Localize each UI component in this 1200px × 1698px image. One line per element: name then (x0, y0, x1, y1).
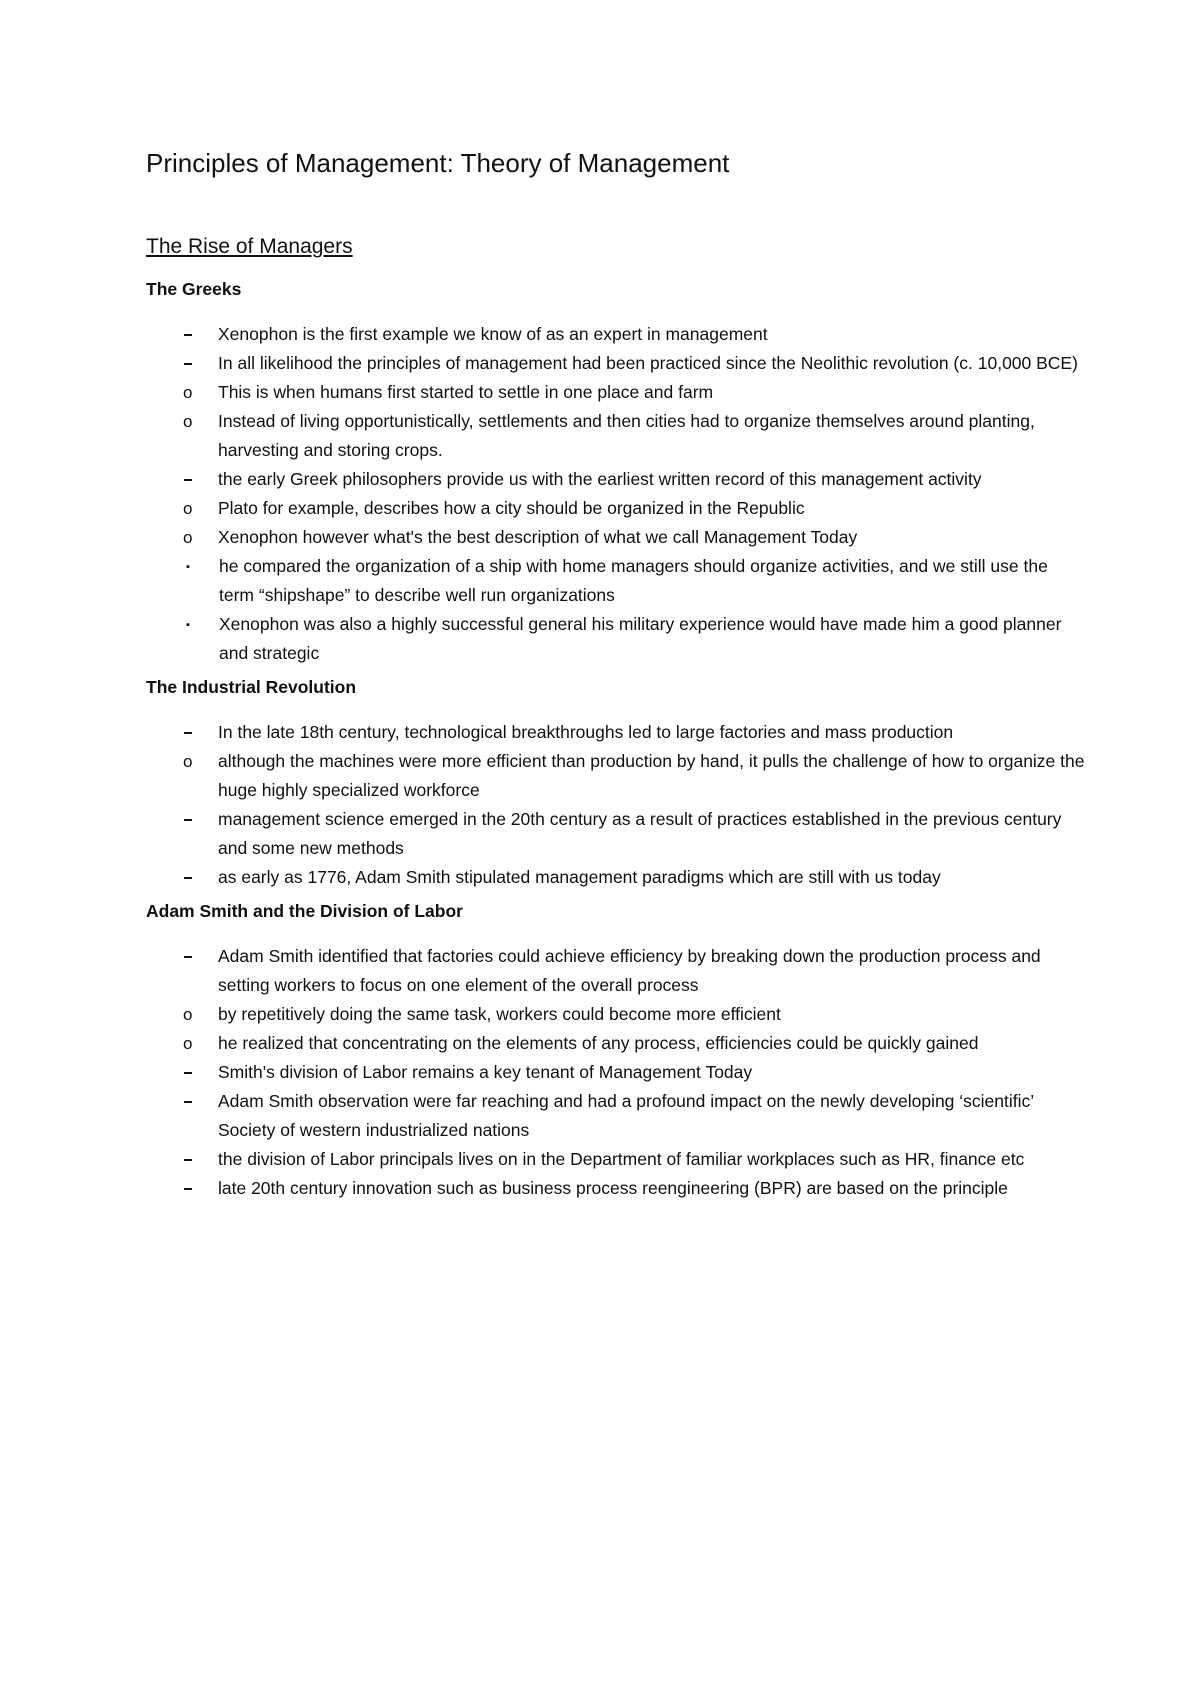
list-item-text: Smith's division of Labor remains a key tenant of Management Today (218, 1062, 753, 1082)
sub-list-wrapper (146, 494, 1086, 668)
dash-mark (184, 1101, 192, 1103)
list-item-text: In all likelihood the principles of management had been practiced since the Neolithic revolution (c. 10,000 BCE) (218, 353, 1078, 373)
list-item (146, 1029, 1086, 1058)
list-item (146, 320, 1086, 349)
section-title: The Rise of Managers (146, 235, 353, 258)
circle-bullet-icon: o (183, 412, 193, 431)
list-item-text: late 20th century innovation such as business process reengineering (BPR) are based on the principle (218, 1178, 1008, 1198)
list-item (146, 718, 1086, 747)
list-item (146, 1000, 1086, 1029)
document-title: Principles of Management: Theory of Management (146, 148, 730, 178)
list-item (146, 1058, 1086, 1087)
dash-mark (184, 732, 192, 734)
dash-mark (184, 877, 192, 879)
list-item-text: as early as 1776, Adam Smith stipulated management paradigms which are still with us today (218, 867, 941, 887)
sub-list-wrapper (146, 378, 1086, 465)
list-item-text: the early Greek philosophers provide us with the earliest written record of this management activity (218, 469, 982, 489)
bullet-list-level-1 (146, 718, 1086, 892)
circle-bullet-icon: o (183, 383, 193, 402)
sub-list-wrapper (146, 1000, 1086, 1058)
bullet-list-level-2 (146, 747, 1086, 805)
list-item (146, 378, 1086, 407)
dash-mark (184, 1188, 192, 1190)
dash-mark (184, 479, 192, 481)
list-item-text: although the machines were more efficient than production by hand, it pulls the challenge of how to organize the huge highly specialized workforce (218, 751, 1085, 800)
list-item (146, 523, 1086, 552)
dash-mark (184, 956, 192, 958)
dash-mark (184, 1159, 192, 1161)
square-bullet-icon: ▪ (186, 561, 190, 573)
dash-mark (184, 1072, 192, 1074)
list-item (146, 465, 1086, 494)
list-item (146, 805, 1086, 863)
list-item (146, 747, 1086, 805)
document-content (146, 146, 1086, 1203)
list-item (146, 610, 1086, 668)
list-item-text: This is when humans first started to settle in one place and farm (218, 382, 714, 402)
circle-bullet-icon: o (183, 1034, 193, 1053)
bullet-list-level-2 (146, 378, 1086, 465)
bullet-list-level-2 (146, 1000, 1086, 1058)
circle-bullet-icon: o (183, 752, 193, 771)
list-item (146, 942, 1086, 1000)
bullet-list-level-3 (146, 552, 1086, 668)
sub-list-wrapper (146, 747, 1086, 805)
list-item (146, 552, 1086, 610)
bullet-list-level-2 (146, 494, 1086, 668)
circle-bullet-icon: o (183, 528, 193, 547)
list-item-text: Plato for example, describes how a city should be organized in the Republic (218, 498, 805, 518)
list-item (146, 863, 1086, 892)
list-item (146, 1174, 1086, 1203)
bullet-list-level-1 (146, 320, 1086, 668)
list-item-text: In the late 18th century, technological breakthroughs led to large factories and mass production (218, 722, 954, 742)
list-item (146, 349, 1086, 378)
dash-mark (184, 819, 192, 821)
dash-mark (184, 334, 192, 336)
list-item-text: the division of Labor principals lives on in the Department of familiar workplaces such as HR, finance etc (218, 1149, 1025, 1169)
sections-container (146, 276, 1086, 1203)
list-item-text: management science emerged in the 20th century as a result of practices established in the previous century and some new methods (218, 809, 1062, 858)
list-item (146, 1087, 1086, 1145)
list-item-text: Xenophon was also a highly successful general his military experience would have made him a good planner and strategic (219, 614, 1062, 663)
dash-mark (184, 363, 192, 365)
list-item-text: Instead of living opportunistically, settlements and then cities had to organize themselves around planting, harvesting and storing crops. (218, 411, 1035, 460)
list-item-text: Xenophon is the first example we know of as an expert in management (218, 324, 768, 344)
sub-heading: The Greeks (146, 279, 242, 299)
sub-list-wrapper (146, 552, 1086, 668)
list-item-text: Xenophon however what's the best description of what we call Management Today (218, 527, 858, 547)
list-item (146, 1145, 1086, 1174)
list-item-text: Adam Smith identified that factories could achieve efficiency by breaking down the production process and setting workers to focus on one element of the overall process (218, 946, 1041, 995)
list-item (146, 407, 1086, 465)
list-item-text: he realized that concentrating on the elements of any process, efficiencies could be quickly gained (218, 1033, 979, 1053)
sub-heading: Adam Smith and the Division of Labor (146, 901, 463, 921)
list-item-text: by repetitively doing the same task, workers could become more efficient (218, 1004, 781, 1024)
circle-bullet-icon: o (183, 1005, 193, 1024)
list-item (146, 494, 1086, 523)
list-item-text: Adam Smith observation were far reaching and had a profound impact on the newly developing ‘scientific’ Society of western industrialized nations (218, 1091, 1034, 1140)
bullet-list-level-1 (146, 942, 1086, 1203)
sub-heading: The Industrial Revolution (146, 677, 357, 697)
list-item-text: he compared the organization of a ship with home managers should organize activities, and we still use the term “shipshape” to describe well run organizations (219, 556, 1048, 605)
square-bullet-icon: ▪ (186, 619, 190, 631)
circle-bullet-icon: o (183, 499, 193, 518)
